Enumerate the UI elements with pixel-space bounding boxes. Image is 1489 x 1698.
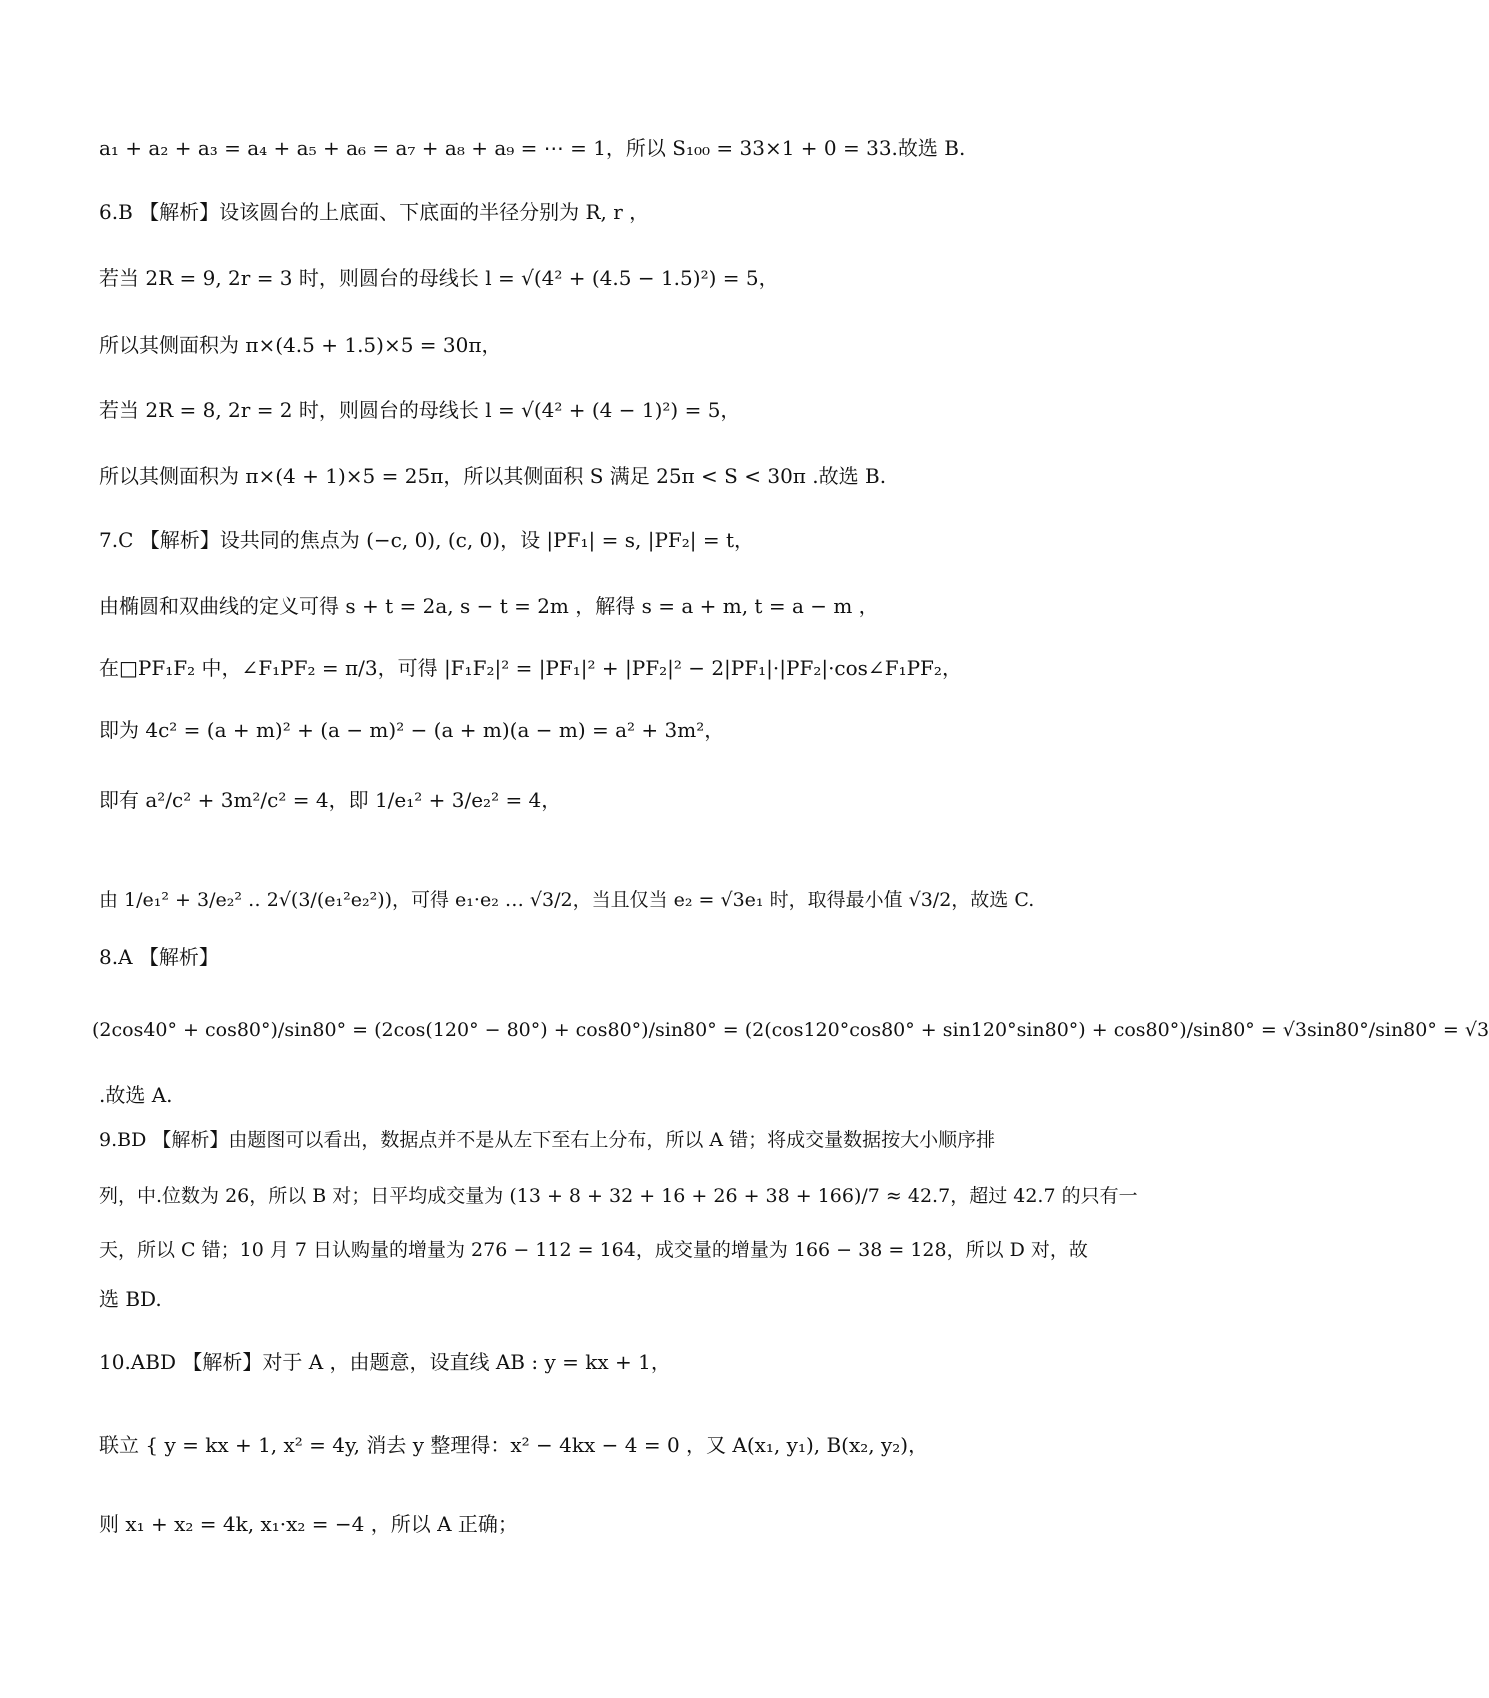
text-line: 若当 2R = 9, 2r = 3 时，则圆台的母线长 l = √(4² + (4.5 − 1.5)²) = 5， bbox=[99, 266, 779, 290]
text-line: 若当 2R = 8, 2r = 2 时，则圆台的母线长 l = √(4² + (4 − 1)²) = 5， bbox=[99, 398, 741, 422]
text-line: a₁ + a₂ + a₃ = a₄ + a₅ + a₆ = a₇ + a₈ + a₉ = ⋯ = 1，所以 S₁₀₀ = 33×1 + 0 = 33.故选 B. bbox=[99, 136, 966, 160]
text-line: 所以其侧面积为 π×(4.5 + 1.5)×5 = 30π， bbox=[99, 333, 502, 357]
text-line: 选 BD. bbox=[99, 1287, 162, 1311]
text-line: 8.A 【解析】 bbox=[99, 945, 219, 969]
text-line: 7.C 【解析】设共同的焦点为 (−c, 0), (c, 0)，设 |PF₁| = s, |PF₂| = t， bbox=[99, 528, 755, 552]
text-line: (2cos40° + cos80°)/sin80° = (2cos(120° − 80°) + cos80°)/sin80° = (2(cos120°cos80° + sin120°sin80°) + cos80°)/sin80° = √3sin80°/sin80° = √3 bbox=[92, 1019, 1489, 1041]
text-line: 9.BD 【解析】由题图可以看出，数据点并不是从左下至右上分布，所以 A 错；将成交量数据按大小顺序排 bbox=[99, 1129, 996, 1151]
text-line: 由椭圆和双曲线的定义可得 s + t = 2a, s − t = 2m ，解得 s = a + m, t = a − m ， bbox=[99, 594, 879, 618]
text-line: 列，中.位数为 26，所以 B 对；日平均成交量为 (13 + 8 + 32 + 16 + 26 + 38 + 166)/7 ≈ 42.7，超过 42.7 的只有一 bbox=[99, 1185, 1138, 1207]
text-line: 6.B 【解析】设该圆台的上底面、下底面的半径分别为 R, r ， bbox=[99, 200, 650, 224]
text-line: 则 x₁ + x₂ = 4k, x₁·x₂ = −4 ，所以 A 正确； bbox=[99, 1512, 518, 1536]
text-line: 即为 4c² = (a + m)² + (a − m)² − (a + m)(a − m) = a² + 3m²， bbox=[99, 718, 725, 742]
text-line: 10.ABD 【解析】对于 A ，由题意，设直线 AB : y = kx + 1， bbox=[99, 1350, 671, 1374]
text-line: .故选 A. bbox=[99, 1083, 173, 1107]
text-line: 即有 a²/c² + 3m²/c² = 4，即 1/e₁² + 3/e₂² = 4， bbox=[99, 788, 562, 812]
text-line: 联立 { y = kx + 1, x² = 4y, 消去 y 整理得：x² − 4kx − 4 = 0 ，又 A(x₁, y₁), B(x₂, y₂)， bbox=[99, 1433, 929, 1457]
text-line: 所以其侧面积为 π×(4 + 1)×5 = 25π，所以其侧面积 S 满足 25π < S < 30π .故选 B. bbox=[99, 464, 887, 488]
text-line: 在□PF₁F₂ 中，∠F₁PF₂ = π/3，可得 |F₁F₂|² = |PF₁|² + |PF₂|² − 2|PF₁|·|PF₂|·cos∠F₁PF₂， bbox=[99, 656, 962, 680]
text-line: 由 1/e₁² + 3/e₂² ‥ 2√(3/(e₁²e₂²))，可得 e₁·e₂ … √3/2，当且仅当 e₂ = √3e₁ 时，取得最小值 √3/2，故选 C. bbox=[99, 889, 1035, 911]
text-line: 天，所以 C 错；10 月 7 日认购量的增量为 276 − 112 = 164，成交量的增量为 166 − 38 = 128，所以 D 对，故 bbox=[99, 1239, 1088, 1261]
